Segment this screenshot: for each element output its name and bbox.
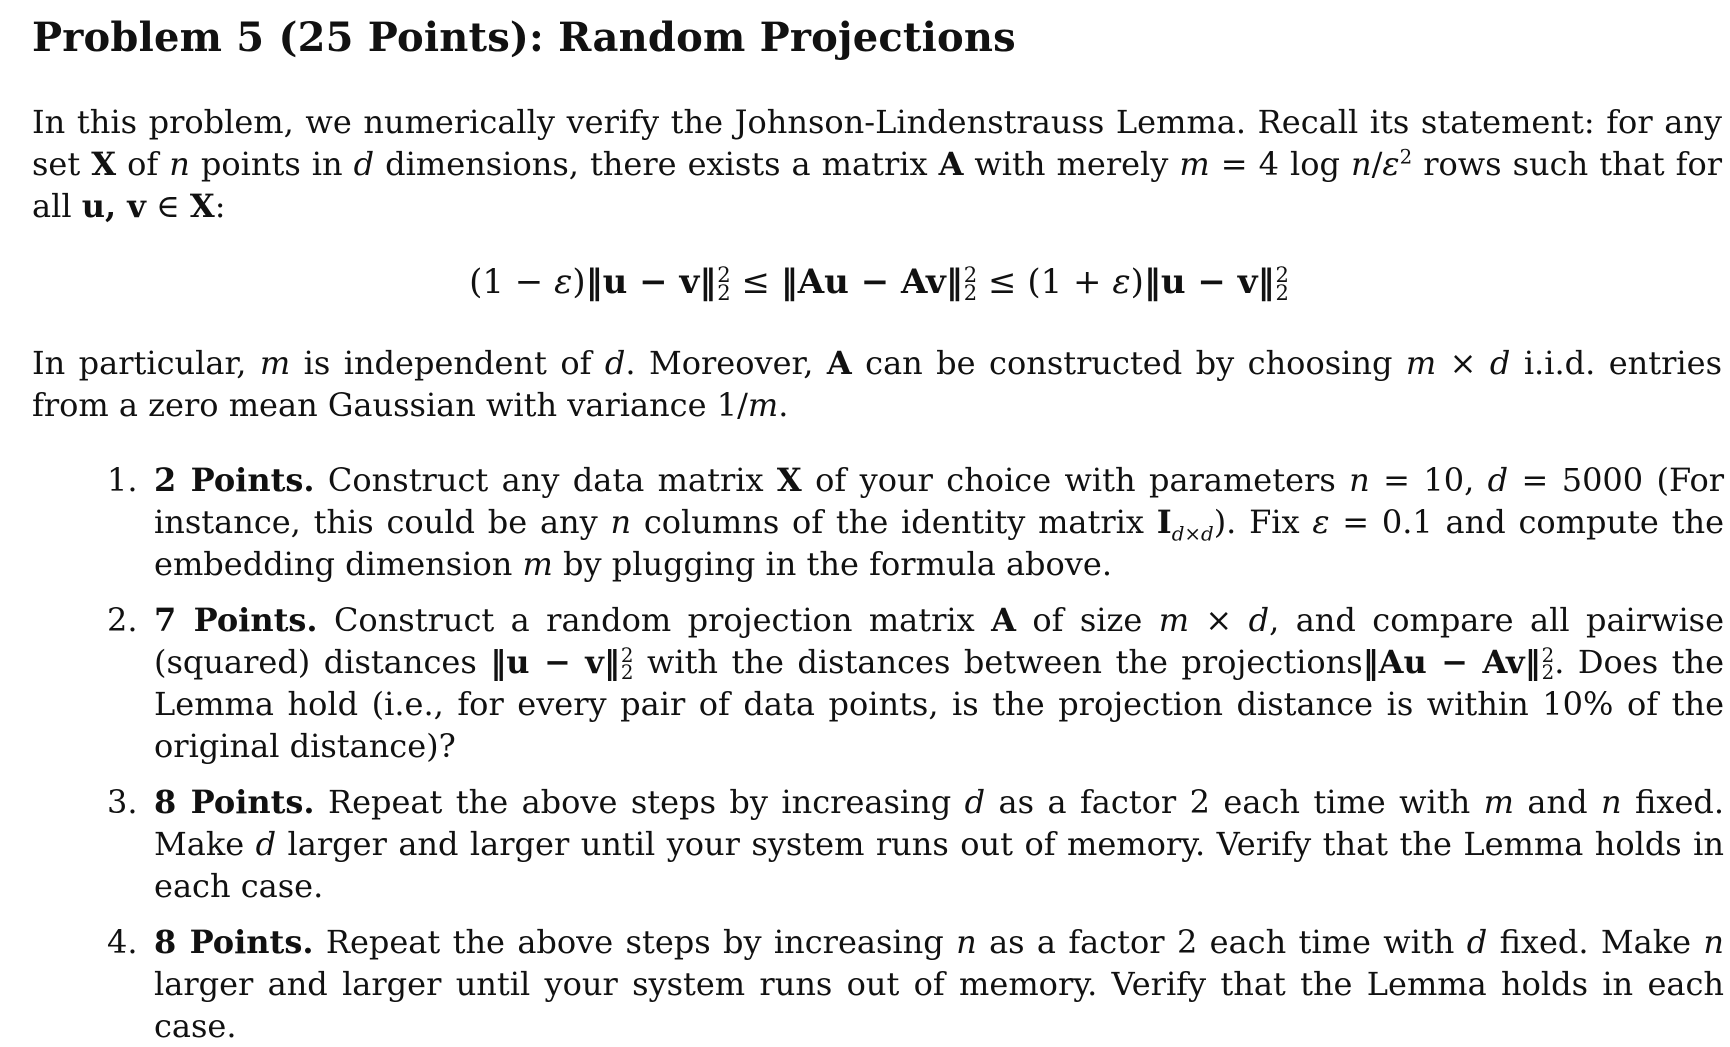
list-item: 2. 7 Points. Construct a random projection matrix A of size m × d, and compare all pairwise (squared) distances ‖u − v‖ 2 2 with the distances between the projections‖Au − Av‖ 2 2 . Does the Lemma hold (i.e., for every pair of data points, is the projection distance is within 10% of the original distance)?: [107, 601, 1725, 765]
jl-inequality: (1 − ε)‖u − v‖ 2 2 ≤ ‖Au − Av‖ 2 2 ≤ (1 + ε)‖u − v‖ 2 2: [469, 262, 1289, 305]
list-item: 4. 8 Points. Repeat the above steps by increasing n as a factor 2 each time with d fixed. Make n larger and larger until your system runs out of memory. Verify that the Lemma holds in each case.: [107, 923, 1725, 1045]
details-paragraph: In particular, m is independent of d. Moreover, A can be constructed by choosing m × d i.i.d. entries from a zero mean Gaussian with variance 1/m.: [32, 344, 1723, 424]
problem-title: Problem 5 (25 Points): Random Projections: [32, 14, 1016, 61]
intro-paragraph: In this problem, we numerically verify the Johnson-Lindenstrauss Lemma. Recall its statement: for any set X of n points in d dimensions, there exists a matrix A with merely m = 4 $\log n/\varepsilon^2$ rows such that for all u, v ∈ X:: [32, 103, 1723, 225]
list-item: 3. 8 Points. Repeat the above steps by increasing d as a factor 2 each time with m and n fixed. Make d larger and larger until your system runs out of memory. Verify that the Lemma holds in each case.: [107, 783, 1725, 905]
list-item: 1. 2 Points. Construct any data matrix X of your choice with parameters n = 10, d = 5000 (For instance, this could be any n columns of the identity matrix $I_{d\times d}$). Fix ε = 0.1 and compute the embedding dimension m by plugging in the formula above.: [107, 461, 1725, 583]
task-list: [74, 459, 1724, 1047]
